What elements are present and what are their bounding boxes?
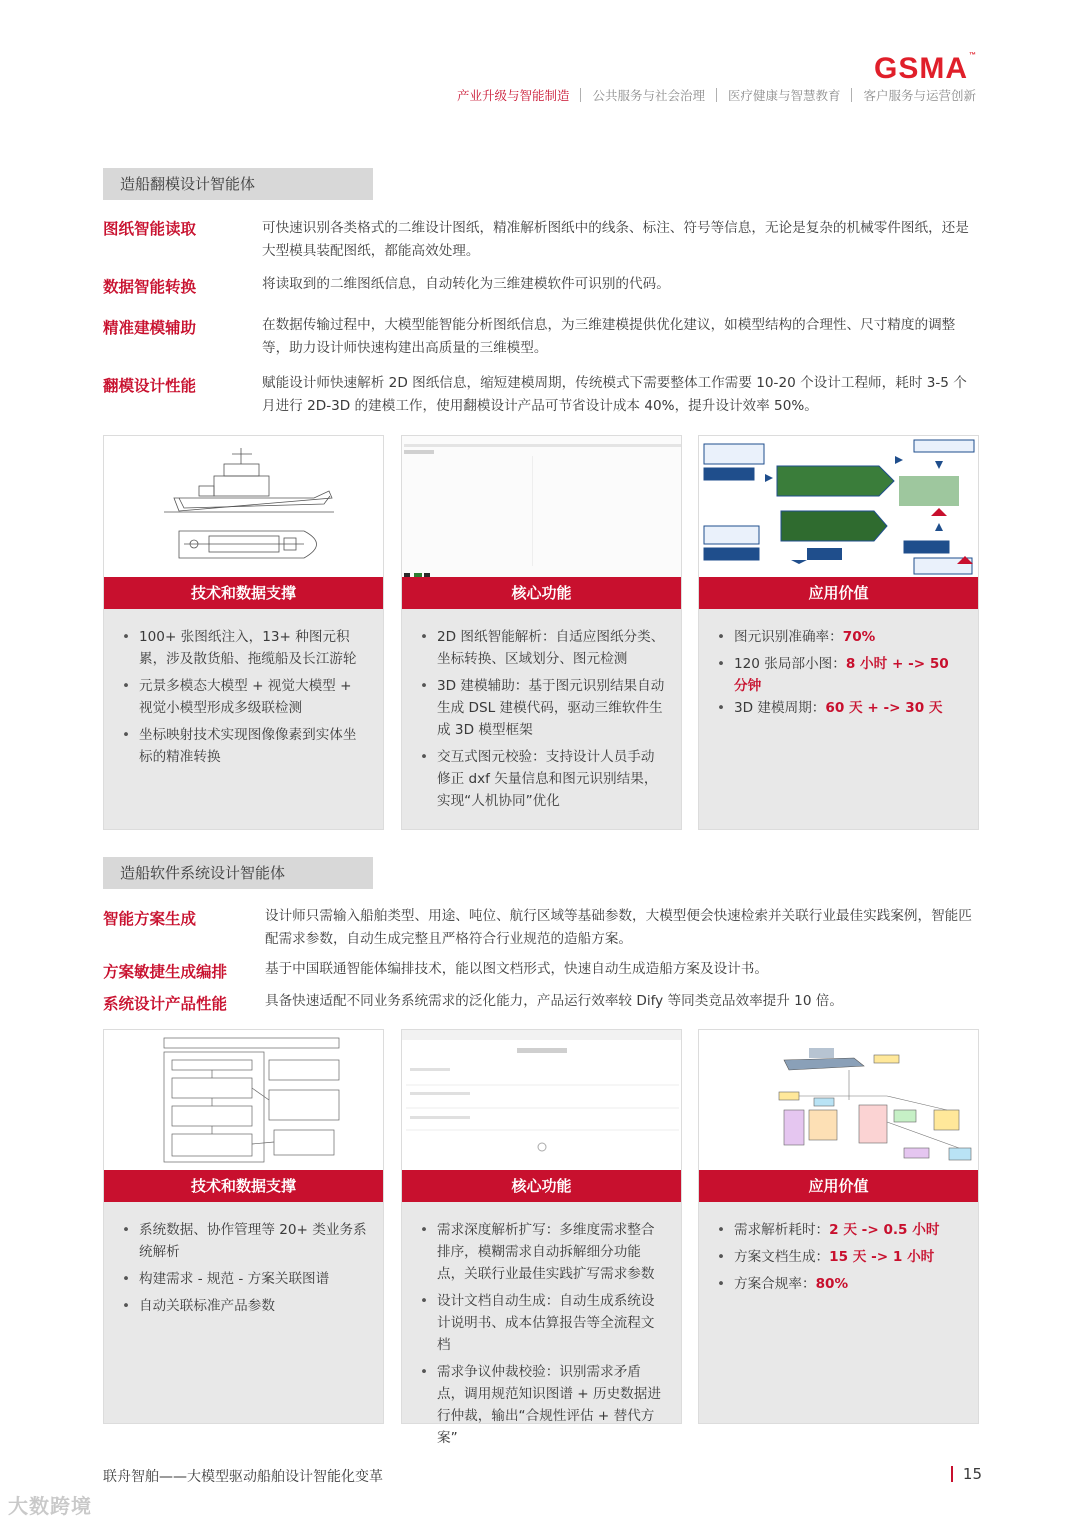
card-heading: 核心功能	[402, 577, 681, 609]
feature-description: 具备快速适配不同业务系统需求的泛化能力，产品运行效率较 Dify 等同类竞品效率提升 10 倍。	[265, 993, 843, 1009]
list-item: • 120 张局部小图：8 小时 + -> 50 分钟	[717, 653, 964, 697]
card-heading: 应用价值	[699, 1170, 978, 1202]
nav-item-health-education[interactable]: 医疗健康与智慧教育	[727, 88, 841, 103]
list-item: • 交互式图元校验：支持设计人员手动修正 dxf 矢量信息和图元识别结果，实现“人机协同”优化	[420, 746, 667, 812]
feature-row	[103, 907, 977, 947]
card-list	[699, 626, 978, 724]
software-screenshot-image	[402, 436, 681, 577]
list-item: • 构建需求 - 规范 - 方案关联图谱	[122, 1268, 369, 1290]
nav-item-public-service[interactable]: 公共服务与社会治理	[592, 88, 705, 103]
list-item: • 2D 图纸智能解析：自适应图纸分类、坐标转换、区域划分、图元检测	[420, 626, 667, 670]
card-tech-support	[103, 435, 384, 830]
list-item: • 需求解析耗时：2 天 -> 0.5 小时	[717, 1219, 964, 1241]
card-heading: 技术和数据支撑	[104, 577, 383, 609]
card-application-value	[698, 435, 979, 830]
section-title: 造船翻模设计智能体	[103, 168, 373, 200]
card-list	[699, 1219, 978, 1300]
card-tech-support	[103, 1029, 384, 1424]
list-item: • 方案文档生成：15 天 -> 1 小时	[717, 1246, 964, 1268]
feature-description: 设计师只需输入船舶类型、用途、吨位、航行区域等基础参数，大模型便会快速检索并关联行业最佳实践案例，智能匹配需求参数，自动生成完整且严格符合行业规范的造船方案。	[265, 908, 972, 947]
feature-row	[103, 316, 977, 356]
feature-label: 精准建模辅助	[103, 319, 197, 337]
footer-document-title: 联舟智舶——大模型驱动船舶设计智能化变革	[103, 1469, 383, 1485]
card-core-function	[401, 435, 682, 830]
card-application-value	[698, 1029, 979, 1424]
feature-description: 将读取到的二维图纸信息，自动转化为三维建模软件可识别的代码。	[262, 276, 670, 292]
nav-item-customer-service[interactable]: 客户服务与运营创新	[863, 88, 976, 103]
feature-label: 系统设计产品性能	[103, 995, 228, 1013]
list-item: • 坐标映射技术实现图像像素到实体坐标的精准转换	[122, 724, 369, 768]
feature-row	[103, 217, 977, 259]
list-item: • 系统数据、协作管理等 20+ 类业务系统解析	[122, 1219, 369, 1263]
list-item: • 3D 建模辅助：基于图元识别结果自动生成 DSL 建模代码，驱动三维软件生成 3D 模型框架	[420, 675, 667, 741]
feature-label: 智能方案生成	[103, 910, 197, 928]
feature-label: 方案敏捷生成编排	[103, 963, 228, 981]
feature-row	[103, 992, 977, 1014]
list-item: • 需求深度解析扩写：多维度需求整合排序，模糊需求自动拆解细分功能点，关联行业最佳实践扩写需求参数	[420, 1219, 667, 1285]
card-list	[104, 626, 383, 773]
feature-label: 数据智能转换	[103, 278, 197, 296]
list-item: • 方案合规率：80%	[717, 1273, 964, 1295]
feature-description: 基于中国联通智能体编排技术，能以图文档形式，快速自动生成造船方案及设计书。	[265, 961, 768, 977]
list-item: • 设计文档自动生成：自动生成系统设计说明书、成本估算报告等全流程文档	[420, 1290, 667, 1356]
feature-label: 图纸智能读取	[103, 220, 197, 238]
card-core-function	[401, 1029, 682, 1446]
architecture-diagram-image	[104, 1030, 383, 1170]
section-title: 造船软件系统设计智能体	[103, 857, 373, 889]
list-item: • 100+ 张图纸注入，13+ 种图元积累，涉及散货船、拖缆船及长江游轮	[122, 626, 369, 670]
list-item: • 3D 建模周期：60 天 + -> 30 天	[717, 697, 964, 719]
card-list	[402, 1219, 681, 1454]
top-navigation	[446, 86, 976, 104]
app-screenshot-image	[402, 1030, 681, 1170]
workflow-diagram-image	[699, 436, 978, 577]
feature-label: 翻模设计性能	[103, 377, 197, 395]
gsma-logo: GSMA™	[874, 52, 977, 85]
feature-row	[103, 960, 977, 982]
card-heading: 核心功能	[402, 1170, 681, 1202]
watermark-logo: 大数跨境	[8, 1494, 92, 1518]
card-heading: 技术和数据支撑	[104, 1170, 383, 1202]
mindmap-diagram-image	[699, 1030, 978, 1170]
card-heading: 应用价值	[699, 577, 978, 609]
card-list	[104, 1219, 383, 1322]
list-item: • 图元识别准确率：70%	[717, 626, 964, 648]
feature-description: 赋能设计师快速解析 2D 图纸信息，缩短建模周期，传统模式下需要整体工作需要 10-20 个设计工程师，耗时 3-5 个月进行 2D-3D 的建模工作，使用翻模设计产品可节省设计成本 40%，提升设计效率 50%。	[262, 375, 967, 414]
page-number-marker	[951, 1466, 953, 1482]
feature-description: 可快速识别各类格式的二维设计图纸，精准解析图纸中的线条、标注、符号等信息，无论是复杂的机械零件图纸，还是大型模具装配图纸，都能高效处理。	[262, 220, 969, 259]
list-item: • 自动关联标准产品参数	[122, 1295, 369, 1317]
page-number: 15	[951, 1465, 982, 1483]
feature-row	[103, 275, 977, 297]
feature-description: 在数据传输过程中，大模型能智能分析图纸信息，为三维建模提供优化建议，如模型结构的合理性、尺寸精度的调整等，助力设计师快速构建出高质量的三维模型。	[262, 317, 956, 356]
card-list	[402, 626, 681, 817]
list-item: • 元景多模态大模型 + 视觉大模型 + 视觉小模型形成多级联检测	[122, 675, 369, 719]
ship-drawing-image	[104, 436, 383, 577]
nav-item-industry[interactable]: 产业升级与智能制造	[456, 88, 570, 103]
list-item: • 需求争议仲裁校验：识别需求矛盾点，调用规范知识图谱 + 历史数据进行仲裁，输出“合规性评估 + 替代方案”	[420, 1361, 667, 1449]
feature-row	[103, 374, 977, 414]
